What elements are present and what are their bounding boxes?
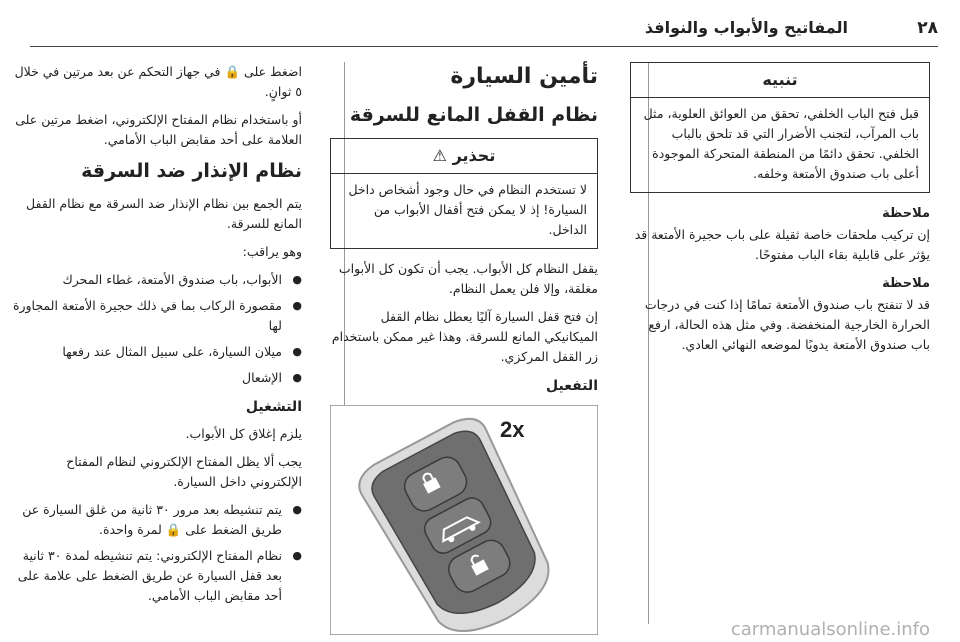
monitored-list [12, 270, 302, 388]
list-item: ● الأبواب، باب صندوق الأمتعة، غطاء المحرك [12, 270, 302, 290]
column-middle [330, 62, 598, 635]
paragraph: يجب ألا يظل المفتاح الإلكتروني لنظام المفتاح الإلكتروني داخل السيارة. [66, 454, 302, 489]
warning-box-body: لا تستخدم النظام في حال وجود أشخاص داخل السيارة! إذ لا يمكن فتح أقفال الأبواب من الداخل. [348, 182, 587, 237]
figure-label: 2x [500, 417, 525, 442]
paragraph: يتم الجمع بين نظام الإنذار ضد السرقة مع نظام القفل المانع للسرقة. [26, 196, 302, 231]
list-item: ● مقصورة الركاب بما في ذلك حجيرة الأمتعة المجاورة لها [12, 296, 302, 336]
page-number: ٢٨ [917, 18, 938, 38]
running-title: المفاتيح والأبواب والنوافذ [644, 18, 848, 37]
operation-heading: التشغيل [245, 399, 302, 415]
warning-box-title: تحذير [452, 146, 496, 165]
warning-box [330, 138, 598, 249]
notice-box-body: قبل فتح الباب الخلفي، تحقق من العوائق العلوية، مثل باب المرآب، لتجنب الأضرار التي قد تلحق بالباب الخلفي. تحقق دائمًا من المنطقة المتحركة الموجودة أعلى باب صندوق الأمتعة وخلفه. [643, 106, 919, 181]
list-item: ● يتم تنشيطه بعد مرور ٣٠ ثانية من غلق السيارة عن طريق الضغط على 🔒 لمرة واحدة. [12, 500, 302, 540]
column-right [630, 62, 930, 363]
watermark: carmanualsonline.info [730, 619, 930, 640]
activation-label: التفعيل [546, 378, 598, 394]
column-left [12, 62, 302, 614]
paragraph: يلزم إغلاق كل الأبواب. [185, 426, 302, 441]
list-item: ● ميلان السيارة، على سبيل المثال عند رفعها [12, 342, 302, 362]
warning-box-header [331, 139, 597, 174]
note-text: قد لا تنفتح باب صندوق الأمتعة تمامًا إذا كنت في درجات الحرارة الخارجية المنخفضة. وفي مثل هذه الحالة، ارفع باب صندوق الأمتعة يدويًا لموضعه النهائي العادي. [644, 297, 930, 352]
remote-key-illustration [330, 405, 598, 635]
remote-key-figure [330, 405, 598, 635]
note-text: إن تركيب ملحقات خاصة ثقيلة على باب حجيرة الأمتعة قد يؤثر على قابلية بقاء الباب مفتوحًا. [634, 227, 930, 262]
paragraph: يقفل النظام كل الأبواب. يجب أن تكون كل الأبواب مغلقة، وإلا فلن يعمل النظام. [338, 261, 598, 296]
note-label: ملاحظة [882, 276, 930, 291]
notice-box-title: تنبيه [631, 63, 929, 98]
notice-box [630, 62, 930, 193]
header-rule [30, 46, 938, 47]
section-heading: نظام الإنذار ضد السرقة [81, 160, 302, 182]
paragraph: أو باستخدام نظام المفتاح الإلكتروني، اضغط مرتين على العلامة على أحد مقابض الباب الأمامي. [15, 112, 302, 147]
monitors-label: وهو يراقب: [242, 244, 302, 259]
paragraph: إن فتح قفل السيارة آليًا يعطل نظام القفل الميكانيكي المانع للسرقة. وهذا غير ممكن باستخدام زر القفل المركزي. [331, 309, 598, 364]
section-heading: تأمين السيارة [450, 64, 598, 89]
operation-list [12, 500, 302, 606]
list-item: ● الإشعال [12, 368, 302, 388]
list-item: ● نظام المفتاح الإلكتروني: يتم تنشيطه لمدة ٣٠ ثانية بعد قفل السيارة عن طريق الضغط على علامة على أحد مقابض الباب الأمامي. [12, 546, 302, 606]
paragraph: اضغط على 🔒 في جهاز التحكم عن بعد مرتين في خلال ٥ ثوانٍ. [14, 64, 302, 99]
note-label: ملاحظة [882, 206, 930, 221]
section-subheading: نظام القفل المانع للسرقة [349, 104, 598, 126]
page-header [0, 0, 960, 48]
warning-icon: ⚠ [432, 146, 447, 165]
